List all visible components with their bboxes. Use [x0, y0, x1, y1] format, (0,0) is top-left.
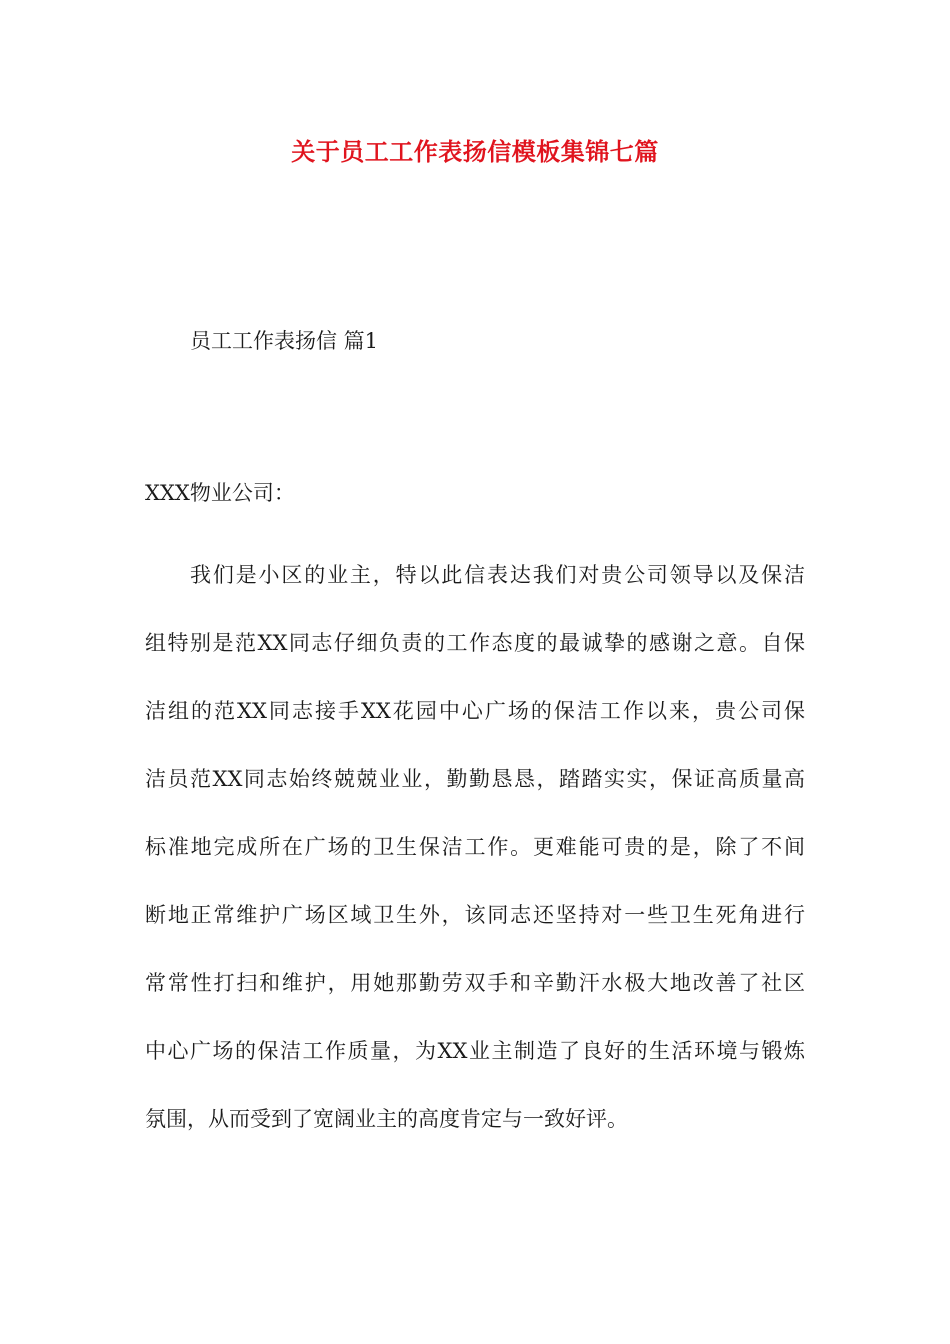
paragraph-line: 中心广场的保洁工作质量，为XX业主制造了良好的生活环境与锻炼	[145, 1039, 805, 1063]
paragraph-line: 洁组的范XX同志接手XX花园中心广场的保洁工作以来，贵公司保	[145, 699, 805, 723]
paragraph-line: 常常性打扫和维护，用她那勤劳双手和辛勤汗水极大地改善了社区	[145, 971, 805, 995]
section-heading: 员工工作表扬信 篇1	[190, 329, 379, 353]
paragraph-line: 组特别是范XX同志仔细负责的工作态度的最诚挚的感谢之意。自保	[145, 631, 805, 655]
paragraph-line: 断地正常维护广场区域卫生外，该同志还坚持对一些卫生死角进行	[145, 903, 805, 927]
paragraph-line: 氛围，从而受到了宽阔业主的高度肯定与一致好评。	[145, 1107, 628, 1131]
paragraph-line: 我们是小区的业主，特以此信表达我们对贵公司领导以及保洁	[190, 563, 805, 587]
paragraph-line: 洁员范XX同志始终兢兢业业，勤勤恳恳，踏踏实实，保证高质量高	[145, 767, 805, 791]
letter-paragraph	[145, 541, 805, 1153]
paragraph-line: 标准地完成所在广场的卫生保洁工作。更难能可贵的是，除了不间	[145, 835, 805, 859]
salutation: XXX物业公司：	[145, 481, 295, 505]
document-title: 关于员工工作表扬信模板集锦七篇	[291, 138, 659, 166]
